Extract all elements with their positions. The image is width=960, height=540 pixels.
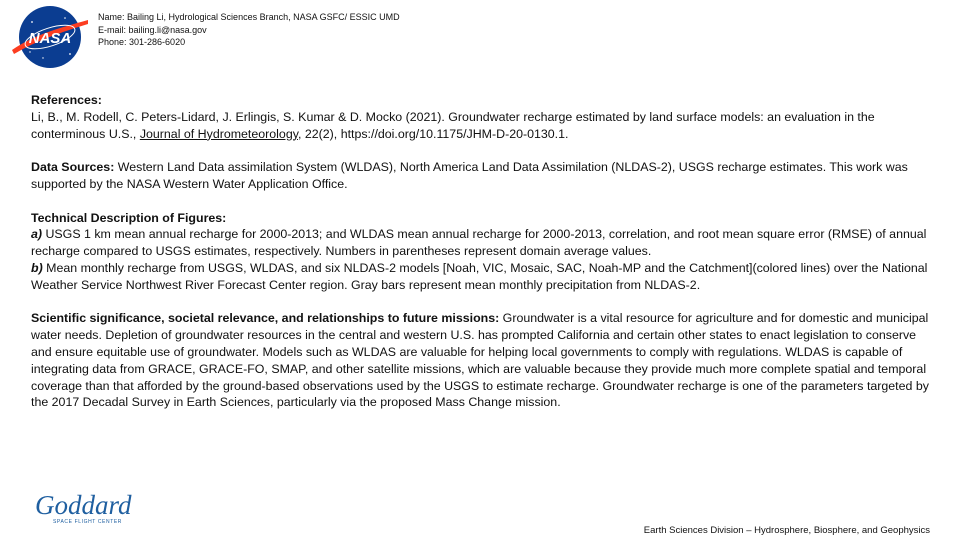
figure-a-label: a) [31,227,43,242]
data-sources-section [31,159,933,193]
body-text [31,92,933,428]
goddard-logo [34,488,136,534]
journal-link[interactable]: Journal of Hydrometeorology [139,126,298,141]
contact-email: E-mail: bailing.li@nasa.gov [98,24,207,35]
significance-section [31,310,933,411]
significance-heading: Scientific significance, societal relevance, and relationships to future missions: [31,311,500,326]
contact-block [98,11,400,49]
technical-section [31,210,933,294]
data-sources-heading: Data Sources: [31,160,115,175]
references-heading: References: [31,93,102,107]
figure-b-text: Mean monthly recharge from USGS, WLDAS, and six NLDAS-2 models [Noah, VIC, Mosaic, SAC, Noah-MP and the Catchment](colored lines) over the National Weather Service Northwest River Forecast Center region. Gray bars represent mean monthly precipitation from NLDAS-2. [31,260,928,292]
goddard-subtitle: SPACE FLIGHT CENTER [53,519,123,525]
references-text: Li, B., M. Rodell, C. Peters-Lidard, J. Erlingis, S. Kumar & D. Mocko (2021). Groundwater recharge estimated by land surface models: an evaluation in the conterminous U.S., [31,109,875,141]
nasa-logo-text: NASA [28,30,72,47]
significance-text: Groundwater is a vital resource for agriculture and for domestic and municipal water needs. Depletion of groundwater resources in the central and western U.S. has prompted California and certain other states to enact legislation to conserve and ensure equitable use of groundwater. Models such as WLDAS are valuable for helping local governments to comply with regulations. WLDAS is capable of integrating data from GRACE, GRACE-FO, SMAP, and other satellite missions, which are valuable because they provide much more complete spatial and temporal coverage than that afforded by the ground-based observations used by the USGS to estimate recharge. Groundwater recharge is one of the parameters targeted by the 2017 Decadal Survey in Earth Sciences, particularly via the proposed Mass Change mission. [31,311,929,410]
goddard-wordmark: Goddard [35,490,132,520]
references-section [31,92,933,142]
references-citation-tail: , 22(2), https://doi.org/10.1175/JHM-D-20-0130.1. [298,126,569,141]
figure-a-text: USGS 1 km mean annual recharge for 2000-2013; and WLDAS mean annual recharge for 2000-2013, correlation, and root mean square error (RMSE) of annual recharge compared to USGS estimates, respectively. Numbers in parentheses represent domain average values. [31,227,927,259]
data-sources-text: Western Land Data assimilation System (WLDAS), North America Land Data Assimilation (NLDAS-2), USGS recharge estimates. This work was supported by the NASA Western Water Application Office. [31,160,908,191]
nasa-logo [10,4,90,70]
footer-division: Earth Sciences Division – Hydrosphere, Biosphere, and Geophysics [643,525,930,536]
figure-b-label: b) [31,260,43,275]
contact-name: Name: Bailing Li, Hydrological Sciences Branch, NASA GSFC/ ESSIC UMD [98,12,400,22]
contact-phone: Phone: 301-286-6020 [98,37,186,47]
technical-heading: Technical Description of Figures: [31,210,227,225]
